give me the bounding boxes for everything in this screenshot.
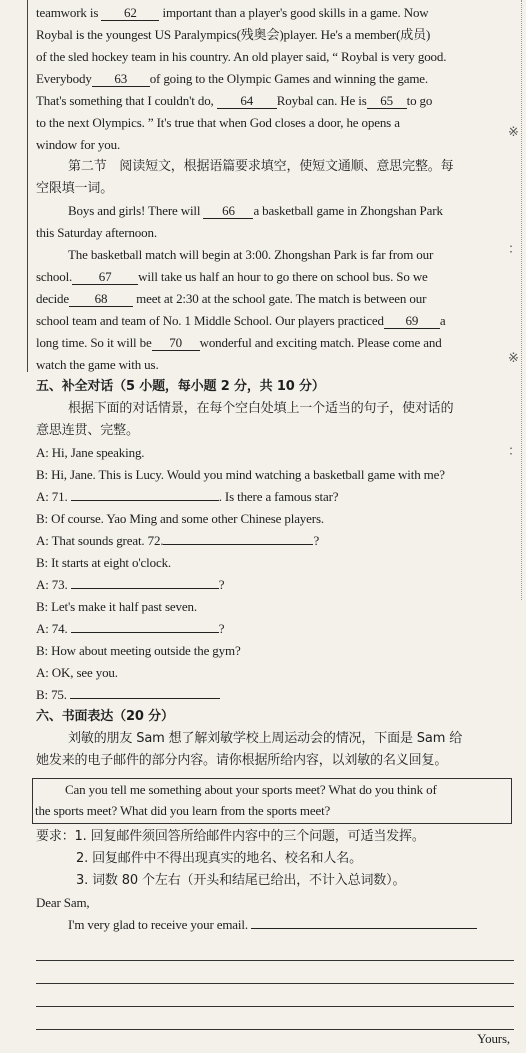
blank-64[interactable]: 64	[217, 93, 277, 109]
margin-mark: ：	[508, 443, 522, 458]
passage-line: teamwork is 62 important than a player's good skills in a game. Now	[36, 5, 429, 20]
passage-line: watch the game with us.	[36, 357, 159, 372]
blank-62[interactable]: 62	[101, 5, 159, 21]
writing-line[interactable]	[36, 938, 514, 961]
blank-74[interactable]	[71, 632, 219, 633]
section-header: 第二节 阅读短文，根据语篇要求填空，使短文通顺、意思完整。每	[68, 159, 454, 174]
requirement: 2. 回复邮件中不得出现真实的地名、校名和人名。	[76, 851, 362, 866]
passage-line: That's something that I couldn't do, 64 Roybal can. He is 65 to go	[36, 93, 433, 108]
dialog-line: B: Of course. Yao Ming and some other Chinese players.	[36, 511, 324, 526]
requirements-area	[36, 826, 494, 936]
dialog-line: B: 75.	[36, 684, 494, 706]
writing-line[interactable]	[36, 961, 514, 984]
requirement: 3. 词数 80 个左右（开头和结尾已给出，不计入总词数）。	[76, 873, 406, 888]
dialog-line: A: 73. ?	[36, 577, 225, 592]
dialog-line: A: That sounds great. 72. ?	[36, 533, 320, 548]
passage-line: Everybody 63 of going to the Olympic Games and winning the game.	[36, 71, 428, 86]
greeting: Dear Sam,	[36, 895, 90, 910]
passage-line: school team and team of No. 1 Middle School. Our players practiced 69 a	[36, 313, 446, 328]
writing-area[interactable]	[36, 938, 514, 1030]
blank-72[interactable]	[163, 544, 313, 545]
dialog-line: A: Hi, Jane speaking.	[36, 445, 145, 460]
closing: Yours,	[477, 1031, 510, 1046]
dialog-line: B: Let's make it half past seven.	[36, 599, 197, 614]
margin-mark: ※	[508, 350, 519, 365]
passage-area	[36, 2, 494, 772]
writing-line[interactable]	[36, 1007, 514, 1030]
section-header: 空限填一词。	[36, 181, 114, 196]
blank-66[interactable]: 66	[203, 203, 253, 219]
writing-prompt: 刘敏的朋友 Sam 想了解刘敏学校上周运动会的情况，下面是 Sam 给	[68, 731, 463, 746]
writing-line[interactable]	[36, 984, 514, 1007]
passage-line: of the sled hockey team in his country. An old player said, “ Roybal is very good.	[36, 49, 447, 64]
blank-73[interactable]	[71, 588, 219, 589]
passage-line: window for you.	[36, 137, 121, 152]
passage-line: Roybal is the youngest US Paralympics(残奥会)player. He's a member(成员)	[36, 27, 431, 42]
passage-line: to the next Olympics. ” It's true that when God closes a door, he opens a	[36, 115, 400, 130]
dialog-line: B: Hi, Jane. This is Lucy. Would you mind watching a basketball game with me?	[36, 467, 445, 482]
blank-75[interactable]	[70, 698, 220, 699]
dialog-line: B: It starts at eight o'clock.	[36, 555, 172, 570]
blank-71[interactable]	[71, 500, 219, 501]
passage-line: school. 67 will take us half an hour to go there on school bus. So we	[36, 269, 428, 284]
blank-70[interactable]: 70	[152, 335, 200, 351]
blank-69[interactable]: 69	[384, 313, 440, 329]
blank-68[interactable]: 68	[69, 291, 133, 307]
part5-title: 五、补全对话（5 小题，每小题 2 分，共 10 分）	[36, 379, 325, 394]
dialog-line: A: 74. ?	[36, 621, 225, 636]
passage-line: this Saturday afternoon.	[36, 225, 157, 240]
dialog-line: A: 71. . Is there a famous star?	[36, 489, 339, 504]
blank-63[interactable]: 63	[92, 71, 150, 87]
instruction: 意思连贯、完整。	[36, 423, 139, 438]
blank-65[interactable]: 65	[367, 93, 407, 109]
passage-line: long time. So it will be 70 wonderful and exciting match. Please come and	[36, 335, 442, 350]
left-binding-line	[27, 0, 28, 372]
passage-line: Boys and girls! There will 66 a basketball game in Zhongshan Park	[68, 203, 443, 218]
writing-prompt: 她发来的电子邮件的部分内容。请你根据所给内容，以刘敏的名义回复。	[36, 753, 448, 768]
email-content-box	[32, 778, 512, 824]
margin-mark: ：	[508, 241, 522, 256]
blank-67[interactable]: 67	[72, 269, 138, 285]
margin-mark: ※	[508, 124, 519, 139]
part6-title: 六、书面表达（20 分）	[36, 709, 174, 724]
dialog-line: B: How about meeting outside the gym?	[36, 643, 241, 658]
requirement: 要求：1. 回复邮件须回答所给邮件内容中的三个问题，可适当发挥。	[36, 829, 425, 844]
opening-line: I'm very glad to receive your email.	[36, 914, 494, 936]
dialog-line: A: OK, see you.	[36, 665, 118, 680]
instruction: 根据下面的对话情景，在每个空白处填上一个适当的句子，使对话的	[68, 401, 454, 416]
email-line: Can you tell me something about your sports meet? What do you think of	[65, 782, 437, 797]
writing-line[interactable]	[251, 928, 477, 929]
passage-line: The basketball match will begin at 3:00. Zhongshan Park is far from our	[68, 247, 434, 262]
passage-line: decide 68 meet at 2:30 at the school gate. The match is between our	[36, 291, 427, 306]
email-line: the sports meet? What did you learn from the sports meet?	[35, 803, 331, 818]
right-dotted-line	[521, 0, 522, 600]
